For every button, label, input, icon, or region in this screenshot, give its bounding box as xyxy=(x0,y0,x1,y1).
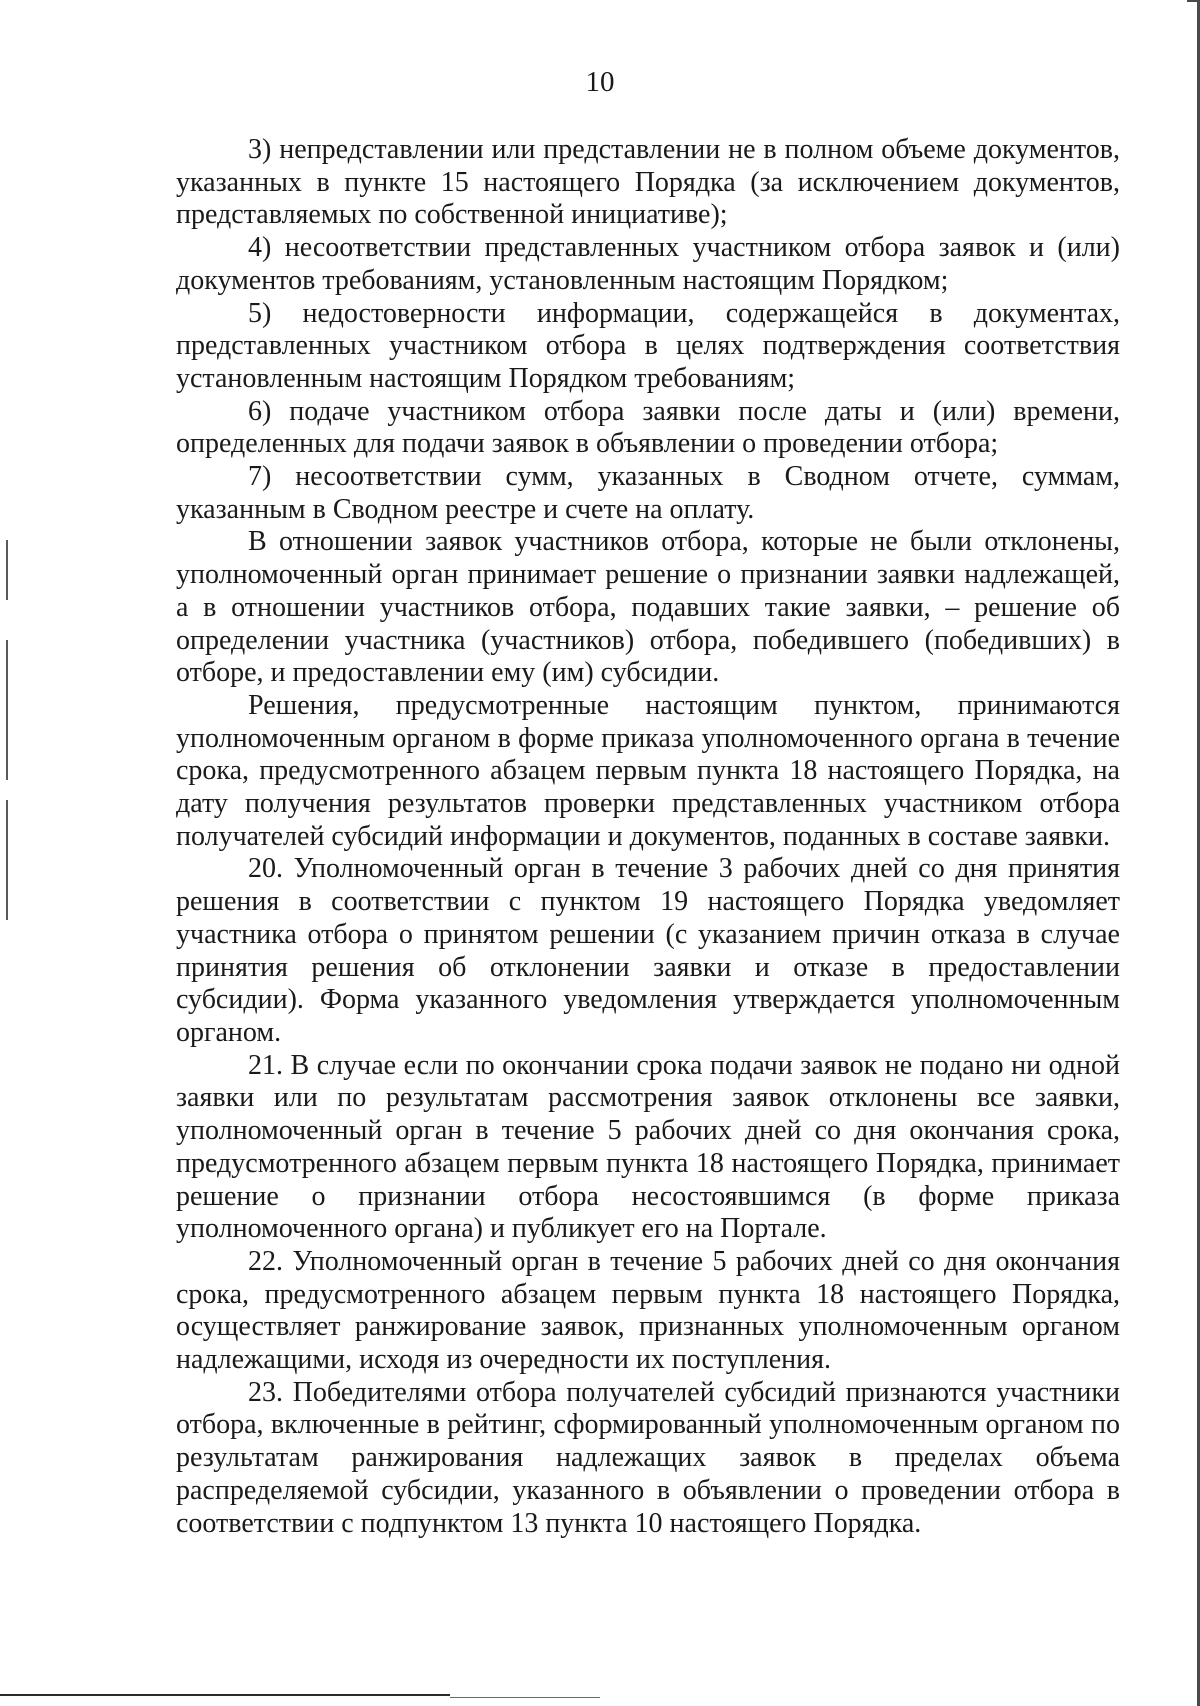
paragraph: 4) несоответствии представленных участником отбора заявок и (или) документов требованиям, установленным настоящим Порядком; xyxy=(176,232,1120,296)
scan-edge-corner xyxy=(1187,0,1197,2)
paragraph: 7) несоответствии сумм, указанных в Сводном отчете, суммам, указанным в Сводном реестре и счете на оплату. xyxy=(176,461,1120,525)
paragraph: 22. Уполномоченный орган в течение 5 рабочих дней со дня окончания срока, предусмотренного абзацем первым пункта 18 настоящего Порядка, осуществляет ранжирование заявок, признанных уполномоченным органом надлежащими, исходя из очередности их поступления. xyxy=(176,1245,1120,1376)
document-body xyxy=(176,134,1120,1540)
scan-edge-bottom xyxy=(0,1694,450,1696)
paragraph: 5) недостоверности информации, содержащейся в документах, представленных участником отбора в целях подтверждения соответствия установленным настоящим Порядком требованиям; xyxy=(176,297,1120,394)
paragraph: В отношении заявок участников отбора, которые не были отклонены, уполномоченный орган принимает решение о признании заявки надлежащей, а в отношении участников отбора, подавших такие заявки, – решение об определении участника (участников) отбора, победившего (победивших) в отборе, и предоставлении ему (им) субсидии. xyxy=(176,526,1120,689)
scan-edge-left-mark xyxy=(6,540,8,600)
paragraph: 20. Уполномоченный орган в течение 3 рабочих дней со дня принятия решения в соответствии с пунктом 19 настоящего Порядка уведомляет участника отбора о принятом решении (с указанием причин отказа в случае принятия решения об отклонении заявки и отказе в предоставлении субсидии). Форма указанного уведомления утверждается уполномоченным органом. xyxy=(176,853,1120,1048)
scan-edge-bottom-faint xyxy=(450,1697,600,1698)
paragraph: 23. Победителями отбора получателей субсидий признаются участники отбора, включенные в рейтинг, сформированный уполномоченным органом по результатам ранжирования надлежащих заявок в пределах объема распределяемой субсидии, указанного в объявлении о проведении отбора в соответствии с подпунктом 13 пункта 10 настоящего Порядка. xyxy=(176,1376,1120,1539)
paragraph: 21. В случае если по окончании срока подачи заявок не подано ни одной заявки или по результатам рассмотрения заявок отклонены все заявки, уполномоченный орган в течение 5 рабочих дней со дня окончания срока, предусмотренного абзацем первым пункта 18 настоящего Порядка, принимает решение о признании отбора несостоявшимся (в форме приказа уполномоченного органа) и публикует его на Портале. xyxy=(176,1049,1120,1245)
paragraph: Решения, предусмотренные настоящим пунктом, принимаются уполномоченным органом в форме приказа уполномоченного органа в течение срока, предусмотренного абзацем первым пункта 18 настоящего Порядка, на дату получения результатов проверки представленных участником отбора получателей субсидий информации и документов, поданных в составе заявки. xyxy=(176,689,1120,852)
paragraph: 6) подаче участником отбора заявки после даты и (или) времени, определенных для подачи заявок в объявлении о проведении отбора; xyxy=(176,395,1120,460)
page-number: 10 xyxy=(585,66,615,98)
paragraph: 3) непредставлении или представлении не в полном объеме документов, указанных в пункте 15 настоящего Порядка (за исключением документов, представляемых по собственной инициативе); xyxy=(176,134,1120,231)
scan-edge-left-mark xyxy=(6,640,8,780)
scan-edge-left-mark xyxy=(6,800,8,920)
